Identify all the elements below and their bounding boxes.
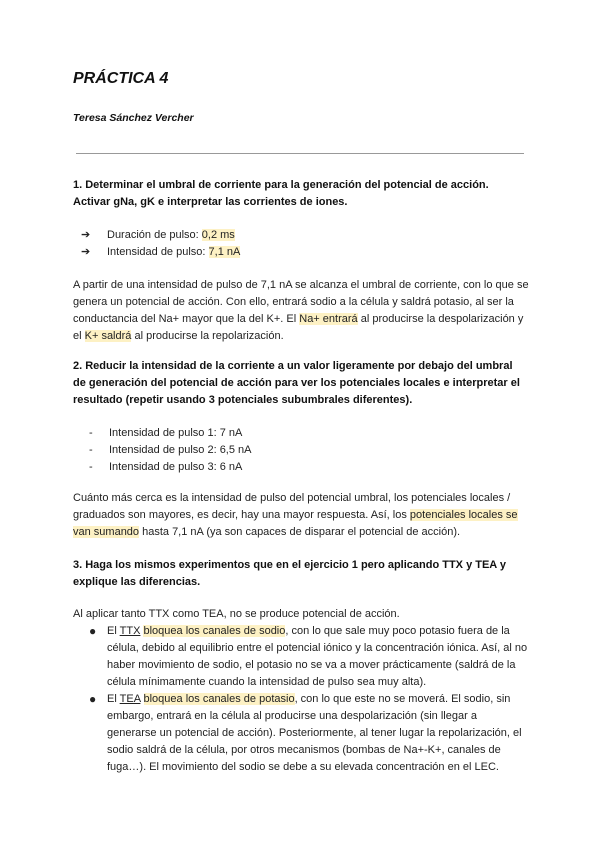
arrow-icon: ➔	[81, 229, 91, 241]
text-run: hasta 7,1 nA (ya son capaces de disparar el potencial de acción).	[139, 526, 461, 538]
list-item	[73, 691, 529, 776]
section-2-heading-line: resultado (repetir usando 3 potenciales subumbrales diferentes).	[73, 394, 413, 406]
item-text: Intensidad de pulso 2: 6,5 nA	[109, 444, 252, 456]
section-1-heading-line: 1. Determinar el umbral de corriente para la generación del potencial de acción.	[73, 179, 489, 191]
item-text: Intensidad de pulso 3: 6 nA	[109, 461, 243, 473]
section-1-list	[73, 227, 529, 261]
bullet-icon: ●	[89, 692, 97, 706]
section-1-heading-line: Activar gNa, gK e interpretar las corrientes de iones.	[73, 196, 348, 208]
section-3-list	[73, 623, 529, 776]
text-run: , con lo que sale muy poco potasio fuera de la célula, debido al equilibrio entre el potencial iónico y la concentración iónica. Así, al no haber movimiento de sodio, el potasio no se va a mover prácticamente (saldrá de la célula mínimamente cuando la intensidad de pulso sea muy alta).	[107, 625, 528, 688]
item-text: Intensidad de pulso 1: 7 nA	[109, 427, 243, 439]
section-3-heading	[73, 557, 529, 591]
underlined-text: TTX	[119, 625, 141, 637]
bullet-icon: ●	[89, 624, 97, 638]
section-3-heading-line: explique las diferencias.	[73, 576, 201, 588]
highlighted-text: bloquea los canales de potasio	[143, 693, 295, 705]
section-2-heading-line: de generación del potencial de acción para ver los potenciales locales e interpretar el	[73, 377, 520, 389]
list-item	[73, 459, 529, 476]
section-2-heading-line: 2. Reducir la intensidad de la corriente a un valor ligeramente por debajo del umbral	[73, 360, 513, 372]
underlined-text: TEA	[119, 693, 141, 705]
list-item	[73, 623, 529, 691]
list-item	[73, 442, 529, 459]
text-run: A partir de una intensidad de pulso de 7,1 nA se alcanza el umbral de corriente, con lo que se genera un potencial de acción. Con ello, entrará sodio a la célula y saldrá potasio, al ser la conductancia del Na+ mayor que la del K+. El	[73, 279, 529, 325]
text-run: , con lo que este no se moverá. El sodio, sin embargo, entrará en la célula al producirse una despolarización (sin llegar a generarse un potencial de acción). Posteriormente, al tener lugar la repolarización, el sodio saldrá de la célula, por otros mecanismos (bombas de Na+-K+, canales de fuga…). El movimiento del sodio se debe a su elevada concentración en el LEC.	[107, 693, 522, 773]
item-label: Intensidad de pulso:	[107, 246, 209, 258]
dash-icon: -	[89, 444, 93, 456]
section-3-intro: Al aplicar tanto TTX como TEA, no se produce potencial de acción.	[73, 608, 400, 620]
list-item	[73, 425, 529, 442]
highlighted-value: 7,1 nA	[208, 246, 241, 258]
horizontal-divider	[76, 153, 524, 154]
text-run: Cuánto más cerca es la intensidad de pulso del potencial umbral, los potenciales locales / graduados son mayores, es decir, hay una mayor respuesta. Así, los	[73, 492, 511, 521]
text-run: al producirse la despolarización y el	[73, 313, 524, 342]
dash-icon: -	[89, 461, 93, 473]
section-2-list	[73, 425, 529, 476]
highlighted-text: potenciales locales se van sumando	[73, 509, 518, 538]
dash-icon: -	[89, 427, 93, 439]
highlighted-text: K+ saldrá	[84, 330, 132, 342]
author-name: Teresa Sánchez Vercher	[73, 112, 194, 124]
section-1-heading	[73, 177, 529, 211]
text-run: El	[107, 693, 120, 705]
highlighted-text: Na+ entrará	[299, 313, 358, 325]
item-label: Duración de pulso:	[107, 229, 202, 241]
list-item	[73, 244, 529, 261]
section-1-paragraph	[73, 277, 529, 345]
text-run: El	[107, 625, 120, 637]
section-2-paragraph	[73, 490, 529, 541]
highlighted-text: bloquea los canales de sodio	[143, 625, 286, 637]
section-3-heading-line: 3. Haga los mismos experimentos que en el ejercicio 1 pero aplicando TTX y TEA y	[73, 559, 507, 571]
section-2-heading	[73, 358, 529, 409]
text-run: al producirse la repolarización.	[131, 330, 284, 342]
list-item	[73, 227, 529, 244]
arrow-icon: ➔	[81, 246, 91, 258]
highlighted-value: 0,2 ms	[201, 229, 235, 241]
page-title: PRÁCTICA 4	[73, 70, 169, 87]
